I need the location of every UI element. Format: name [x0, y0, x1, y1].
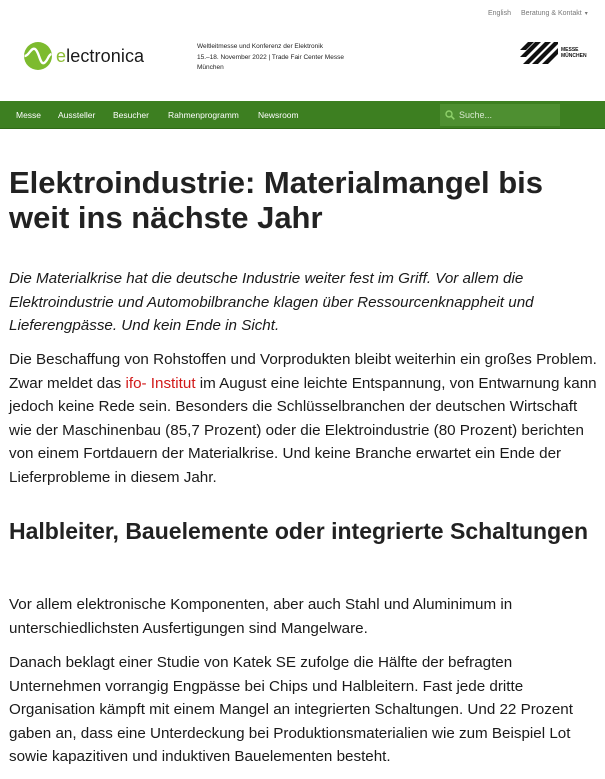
article-paragraph-1: Die Beschaffung von Rohstoffen und Vorprodukten bleibt weiterhin ein großes Problem. Zwar meldet das ifo- Institut im August eine leichte Entspannung, von Entwarnung kann jedoch keine Rede sein. Besonders die Schlüsselbranchen der deutschen Wirtschaft wie der Maschinenbau (85,7 Prozent) oder die Elektroindustrie (80 Prozent) berichten von einem Fortdauern der Materialkrise. Und keine Branche erwartet ein Ende der Lieferprobleme in diesem Jahr. [9, 351, 597, 486]
article-lead: Die Materialkrise hat die deutsche Industrie weiter fest im Griff. Vor allem die Elektroindustrie und Automobilbranche klagen über Ressourcenknappheit und Lieferengpässe. Und kein Ende in Sicht. [9, 270, 534, 334]
article-title: Elektroindustrie: Materialmangel bis weit ins nächste Jahr [9, 165, 544, 235]
search-box[interactable] [440, 104, 560, 126]
contact-label: Beratung & Kontakt [521, 10, 582, 17]
search-icon[interactable] [445, 110, 455, 120]
fair-tagline: Weltleitmesse und Konferenz der Elektronik [197, 43, 323, 50]
messe-muenchen-icon [520, 42, 558, 64]
article-paragraph-2: Vor allem elektronische Komponenten, aber auch Stahl und Aluminimum in unterschiedlichsten Ausfertigungen sind Mangelware. [9, 596, 513, 637]
nav-item-besucher[interactable]: Besucher [113, 110, 149, 120]
messe-muenchen-text: MESSE MÜNCHEN [561, 47, 587, 59]
language-switch-link[interactable]: English [488, 10, 511, 17]
electronica-logo[interactable] [23, 41, 144, 71]
fair-info [197, 42, 397, 74]
logo-wordmark: electronica [56, 45, 145, 66]
fair-dates: 15.–18. November 2022 | Trade Fair Center Messe [197, 53, 344, 61]
nav-item-newsroom[interactable]: Newsroom [258, 110, 299, 120]
search-input[interactable] [459, 110, 554, 120]
fair-city: München [197, 64, 224, 71]
electronica-logo-icon [23, 41, 53, 71]
article-paragraph-3: Danach beklagt einer Studie von Katek SE zufolge die Hälfte der befragten Unternehmen vorrangig Engpässe bei Chips und Halbleitern. Fast jede dritte Organisation kämpft mit einem Mangel an integrierten Schaltungen. Und 22 Prozent gaben an, dass eine Unterdeckung bei Produktionsmaterialien wie zum Beispiel Lot sowie kapazitiven und induktiven Bauelementen besteht. [9, 654, 573, 765]
messe-muenchen-logo[interactable] [520, 42, 587, 64]
ifo-institut-link[interactable]: ifo- Institut [125, 374, 196, 392]
article-subheading: Halbleiter, Bauelemente oder integrierte Schaltungen [9, 518, 588, 544]
nav-item-aussteller[interactable]: Aussteller [58, 110, 96, 120]
nav-item-rahmenprogramm[interactable]: Rahmenprogramm [168, 110, 239, 120]
contact-dropdown[interactable] [521, 10, 588, 17]
nav-item-messe[interactable]: Messe [16, 110, 42, 120]
site-header [0, 30, 605, 100]
chevron-down-icon: ▾ [584, 11, 588, 17]
main-navigation [0, 101, 605, 129]
top-utility-bar [0, 0, 605, 30]
